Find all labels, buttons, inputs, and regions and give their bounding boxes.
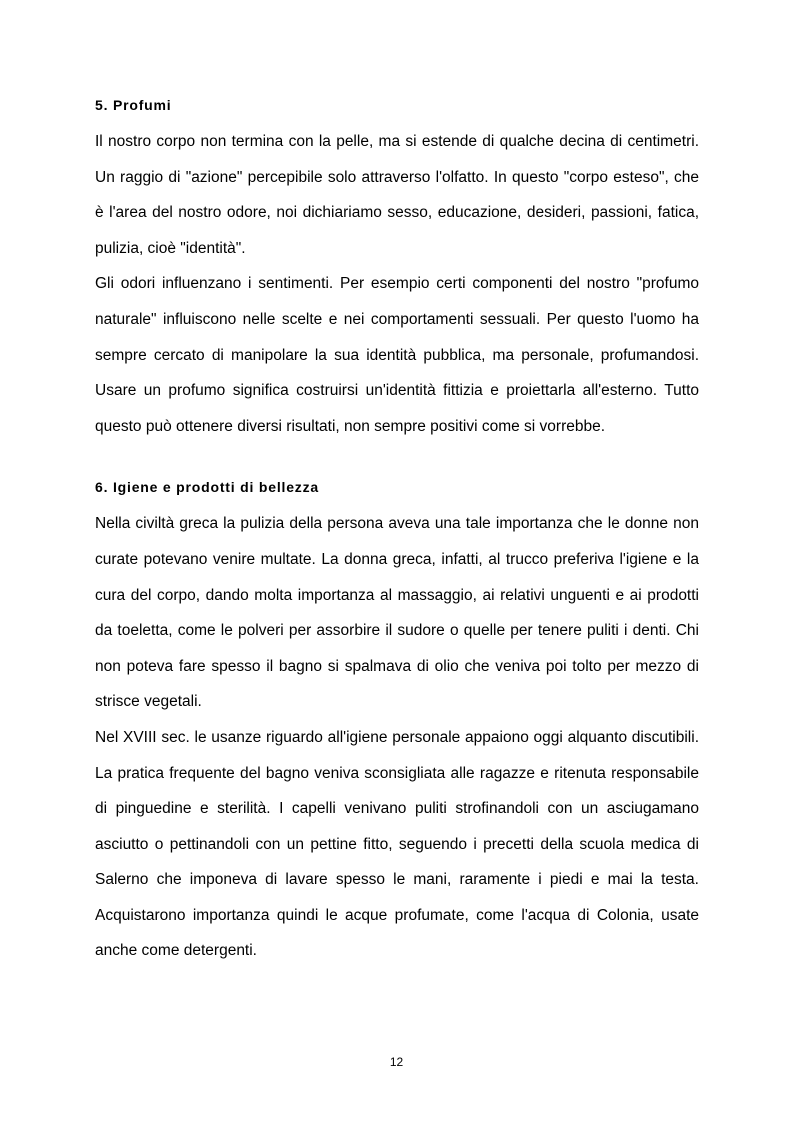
section-heading: 5. Profumi <box>95 97 172 113</box>
section-profumi <box>95 92 699 444</box>
section-heading: 6. Igiene e prodotti di bellezza <box>95 479 319 496</box>
paragraph: Nella civiltà greca la pulizia della persona aveva una tale importanza che le donne non curate potevano venire multate. La donna greca, infatti, al trucco preferiva l'igiene e la cura del corpo, dando molta importanza al massaggio, ai relativi unguenti e ai prodotti da toeletta, come le polveri per assorbire il sudore o quelle per tenere puliti i denti. Chi non poteva fare spesso il bagno si spalmava di olio che veniva poi tolto per mezzo di strisce vegetali. <box>95 515 699 711</box>
page-content <box>95 92 699 969</box>
paragraph: Il nostro corpo non termina con la pelle, ma si estende di qualche decina di centimetri. Un raggio di "azione" percepibile solo attraverso l'olfatto. In questo "corpo esteso", che è l'area del nostro odore, noi dichiariamo sesso, educazione, desideri, passioni, fatica, pulizia, cioè "identità". <box>95 133 699 257</box>
paragraph: Gli odori influenzano i sentimenti. Per esempio certi componenti del nostro "profumo naturale" influiscono nelle scelte e nei comportamenti sessuali. Per questo l'uomo ha sempre cercato di manipolare la sua identità pubblica, ma personale, profumandosi. Usare un profumo significa costruirsi un'identità fittizia e proiettarla all'esterno. Tutto questo può ottenere diversi risultati, non sempre positivi come si vorrebbe. <box>95 275 699 435</box>
paragraph: Nel XVIII sec. le usanze riguardo all'igiene personale appaiono oggi alquanto discutibili. La pratica frequente del bagno veniva sconsigliata alle ragazze e ritenuta responsabile di pinguedine e sterilità. I capelli venivano puliti strofinandoli con un asciugamano asciutto o pettinandoli con un pettine fitto, seguendo i precetti della scuola medica di Salerno che imponeva di lavare spesso le mani, raramente i piedi e mai la testa. Acquistarono importanza quindi le acque profumate, come l'acqua di Colonia, usate anche come detergenti. <box>95 728 699 960</box>
section-igiene <box>95 474 699 969</box>
section-spacer <box>95 444 699 474</box>
page-number: 12 <box>389 1055 404 1069</box>
